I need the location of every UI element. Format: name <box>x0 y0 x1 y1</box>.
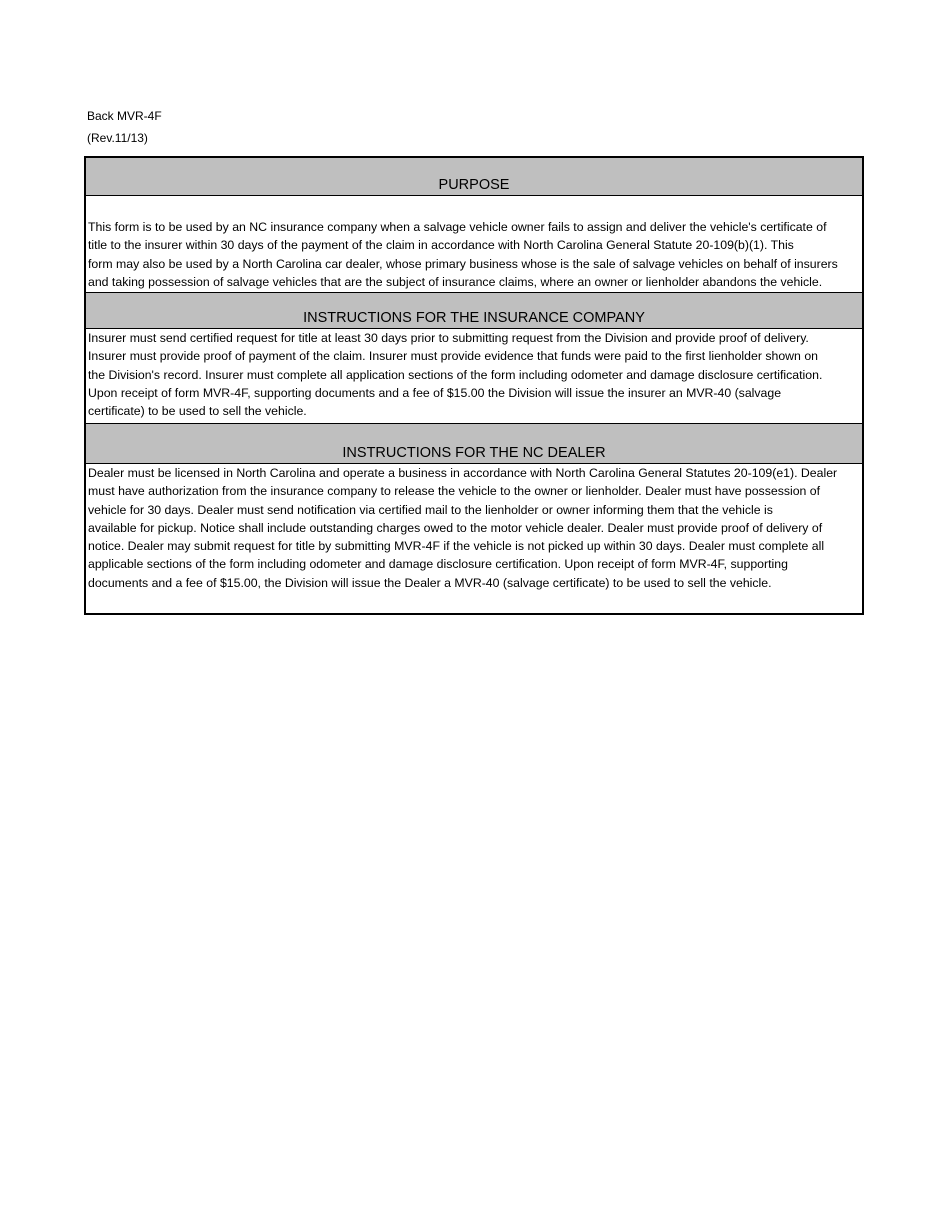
form-id: Back MVR-4F <box>87 109 162 123</box>
nc-dealer-text-line: notice. Dealer may submit request for title by submitting MVR-4F if the vehicle is not picked up within 30 days. Dealer must complete all <box>88 539 825 554</box>
insurance-company-text-line: Upon receipt of form MVR-4F, supporting documents and a fee of $15.00 the Division will issue the insurer an MVR-40 (salvage <box>88 385 782 400</box>
nc-dealer-text <box>88 464 860 592</box>
purpose-text <box>88 218 860 291</box>
purpose-heading <box>86 158 862 196</box>
nc-dealer-heading-text: INSTRUCTIONS FOR THE NC DEALER <box>342 445 606 461</box>
insurance-company-text-line: certificate) to be used to sell the vehicle. <box>88 404 307 419</box>
insurance-company-text-line: Insurer must provide proof of payment of the claim. Insurer must provide evidence that funds were paid to the first lienholder shown on <box>88 349 818 364</box>
nc-dealer-text-line: Dealer must be licensed in North Carolina and operate a business in accordance with North Carolina General Statutes 20-109(e1). Dealer <box>88 466 838 480</box>
insurance-company-heading <box>86 293 862 329</box>
purpose-text-line: title to the insurer within 30 days of the payment of the claim in accordance with North Carolina General Statute 20-109(b)(1). This <box>88 238 794 253</box>
insurance-company-text <box>88 329 860 420</box>
form-revision: (Rev.11/13) <box>87 131 148 145</box>
purpose-text-line: and taking possession of salvage vehicles that are the subject of insurance claims, where an owner or lienholder abandons the vehicle. <box>88 274 823 289</box>
purpose-text-line: This form is to be used by an NC insurance company when a salvage vehicle owner fails to assign and deliver the vehicle's certificate of <box>88 220 827 234</box>
insurance-company-heading-text: INSTRUCTIONS FOR THE INSURANCE COMPANY <box>303 310 645 326</box>
insurance-company-text-line: the Division's record. Insurer must complete all application sections of the form including odometer and damage disclosure certification. <box>88 367 823 382</box>
nc-dealer-text-line: available for pickup. Notice shall include outstanding charges owed to the motor vehicle dealer. Dealer must provide proof of delivery of <box>88 520 823 535</box>
instructions-form-box <box>84 156 864 615</box>
purpose-text-line: form may also be used by a North Carolina car dealer, whose primary business whose is the sale of salvage vehicles on behalf of insurers <box>88 256 838 271</box>
insurance-company-text-line: Insurer must send certified request for title at least 30 days prior to submitting request from the Division and provide proof of delivery. <box>88 331 809 345</box>
nc-dealer-text-line: must have authorization from the insurance company to release the vehicle to the owner or lienholder. Dealer must have possession of <box>88 484 821 499</box>
nc-dealer-text-line: applicable sections of the form including odometer and damage disclosure certification. Upon receipt of form MVR-4F, supporting <box>88 557 788 572</box>
purpose-heading-text: PURPOSE <box>438 177 510 193</box>
nc-dealer-text-line: documents and a fee of $15.00, the Division will issue the Dealer a MVR-40 (salvage certificate) to be used to sell the vehicle. <box>88 575 772 590</box>
nc-dealer-heading <box>86 424 862 464</box>
nc-dealer-text-line: vehicle for 30 days. Dealer must send notification via certified mail to the lienholder or owner informing them that the vehicle is <box>88 502 773 517</box>
